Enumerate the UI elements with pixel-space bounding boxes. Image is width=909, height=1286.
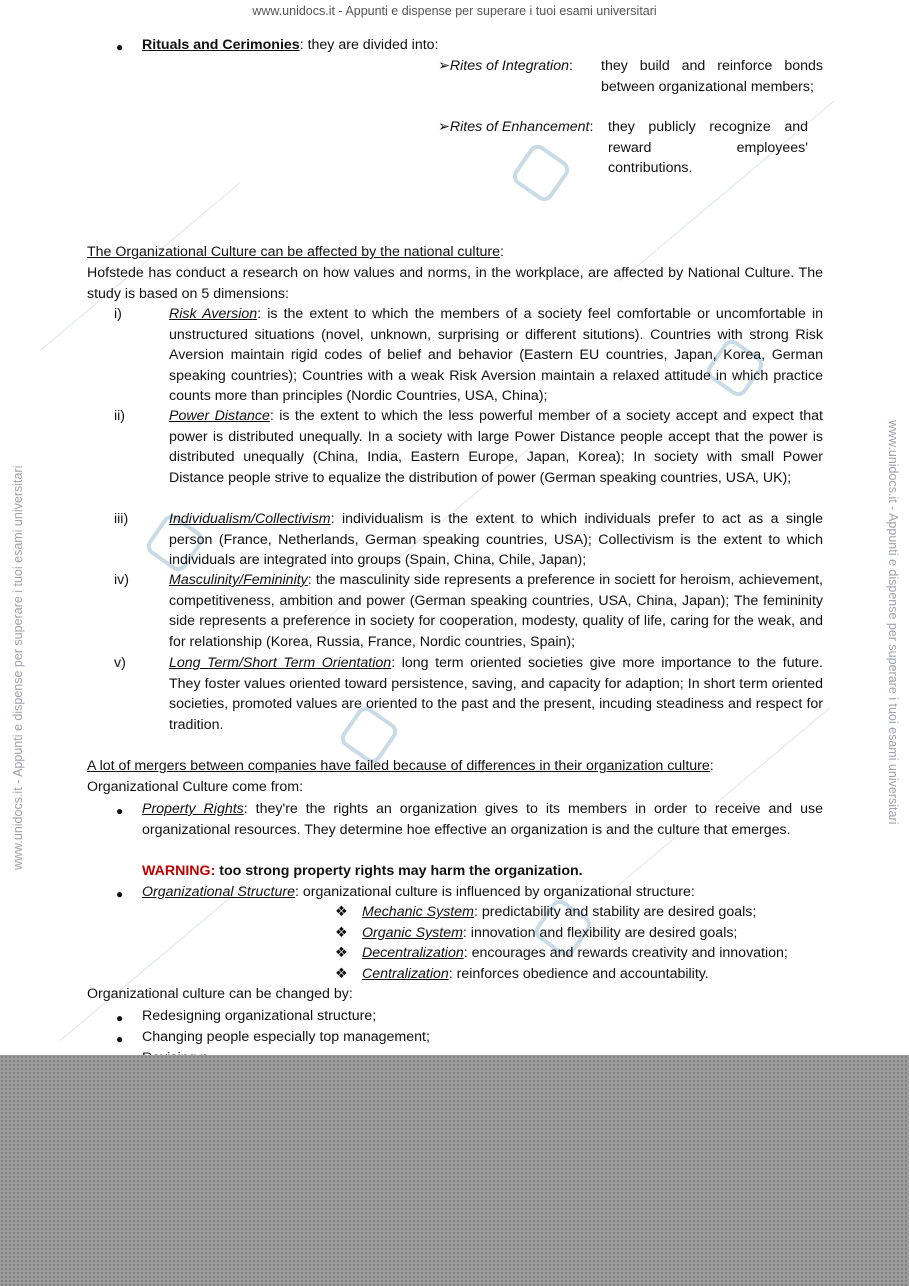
rituals-line	[142, 35, 439, 56]
dimension-num: v)	[114, 655, 126, 671]
bullet-dot-icon: ●	[116, 804, 124, 818]
side-watermark-left: www.unidocs.it - Appunti e dispense per superare i tuoi esami universitari	[11, 465, 25, 870]
dimension-num: ii)	[114, 408, 126, 424]
preview-blur-overlay	[0, 1055, 909, 1286]
dimension-individualism: Individualism/Collectivism: individualism is the extent to which individuals prefer to act as a single person (France, Netherlands, German speaking countries, USA); Collectivism is the extent to which individuals are integrated into groups (Spain, China, Chile, Japan);	[169, 511, 823, 569]
change-item: Redesigning organizational structure;	[142, 1008, 377, 1024]
bullet-dot-icon: ●	[116, 1011, 124, 1025]
diamond-bullet-icon: ❖	[335, 945, 348, 961]
bullet-dot-icon: ●	[116, 40, 124, 54]
rite-integration-name: ➢Rites of Integration:	[438, 58, 573, 74]
rite-integration-desc: they build and reinforce bonds between organizational members;	[601, 58, 823, 95]
system-centralization: Centralization: reinforces obedience and accountability.	[362, 966, 709, 982]
mergers-come-from: Organizational Culture come from:	[87, 779, 304, 795]
dimension-num: iv)	[114, 572, 129, 588]
bullet-dot-icon: ●	[116, 887, 124, 901]
rite-enhancement-name: ➢Rites of Enhancement:	[438, 119, 594, 135]
national-intro: Hofstede has conduct a research on how values and norms, in the workplace, are affected by National Culture. The study is based on 5 dimensions:	[87, 265, 823, 302]
dimension-risk-aversion: Risk Aversion: is the extent to which the members of a society feel comfortable or uncomfortable in unstructured situations (novel, unknown, surprising or different situtions). Countries with strong Risk Aversion maintain rigid codes of belief and behavior (Eastern EU countries, Japan, Korea, German speaking countries); Countries with a weak Risk Aversion maintain a relaxed attitude in which practice counts more than principles (Nordic Countries, USA, China);	[169, 306, 824, 405]
header-watermark-url: www.unidocs.it - Appunti e dispense per superare i tuoi esami universitari	[252, 4, 657, 18]
diamond-bullet-icon: ❖	[335, 904, 348, 920]
system-organic: Organic System: innovation and flexibility are desired goals;	[362, 925, 738, 941]
changed-by: Organizational culture can be changed by:	[87, 986, 353, 1002]
mergers-heading: A lot of mergers between companies have failed because of differences in their organization culture:	[87, 758, 714, 774]
unidocs-watermark-logo	[509, 141, 573, 205]
dimension-num: iii)	[114, 511, 129, 527]
system-mechanic: Mechanic System: predictability and stability are desired goals;	[362, 904, 757, 920]
rite-enhancement-desc: they publicly recognize and reward employees' contributions.	[608, 119, 808, 177]
change-item: Changing people especially top management;	[142, 1029, 430, 1045]
dimension-masculinity: Masculinity/Femininity: the masculinity side represents a preference in societt for heroism, achievement, competitiveness, ambition and power (German speaking countries, USA, China, Japan); The femininity side represents a preference in society for cooperation, modesty, quality of life, caring for the weak, and for relationship (Korea, Russia, France, Nordic countries, Spain);	[169, 572, 823, 650]
rituals-intro: : they are divided into:	[299, 37, 439, 53]
rituals-label: Rituals and Cerimonies	[142, 37, 300, 53]
dimension-long-term: Long Term/Short Term Orientation: long term oriented societies give more importance to the future. They foster values oriented toward persistence, saving, and capacity for adaption; In short term oriented societies, promoted values are oriented to the past and the present, incuding steadiness and respect for tradition.	[169, 655, 824, 733]
diamond-bullet-icon: ❖	[335, 966, 348, 982]
national-heading: The Organizational Culture can be affected by the national culture:	[87, 244, 504, 260]
property-warning: WARNING: too strong property rights may harm the organization.	[142, 863, 583, 879]
property-rights: Property Rights: they're the rights an organization gives to its members in order to receive and use organizational resources. They determine hoe effective an organization is and the culture that emerges.	[142, 801, 823, 838]
system-decentralization: Decentralization: encourages and rewards creativity and innovation;	[362, 945, 788, 961]
bullet-dot-icon: ●	[116, 1032, 124, 1046]
diamond-bullet-icon: ❖	[335, 925, 348, 941]
organizational-structure: Organizational Structure: organizational culture is influenced by organizational structure:	[142, 884, 695, 900]
dimension-power-distance: Power Distance: is the extent to which the less powerful member of a society accept and expect that power is distributed unequally. In a society with large Power Distance people accept that the power is distributed unequally (China, India, Eastern Europe, Japan, Korea); In society with small Power Distance people strive to equalize the distribution of power (German speaking countries, USA, UK);	[169, 408, 823, 486]
dimension-num: i)	[114, 306, 122, 322]
